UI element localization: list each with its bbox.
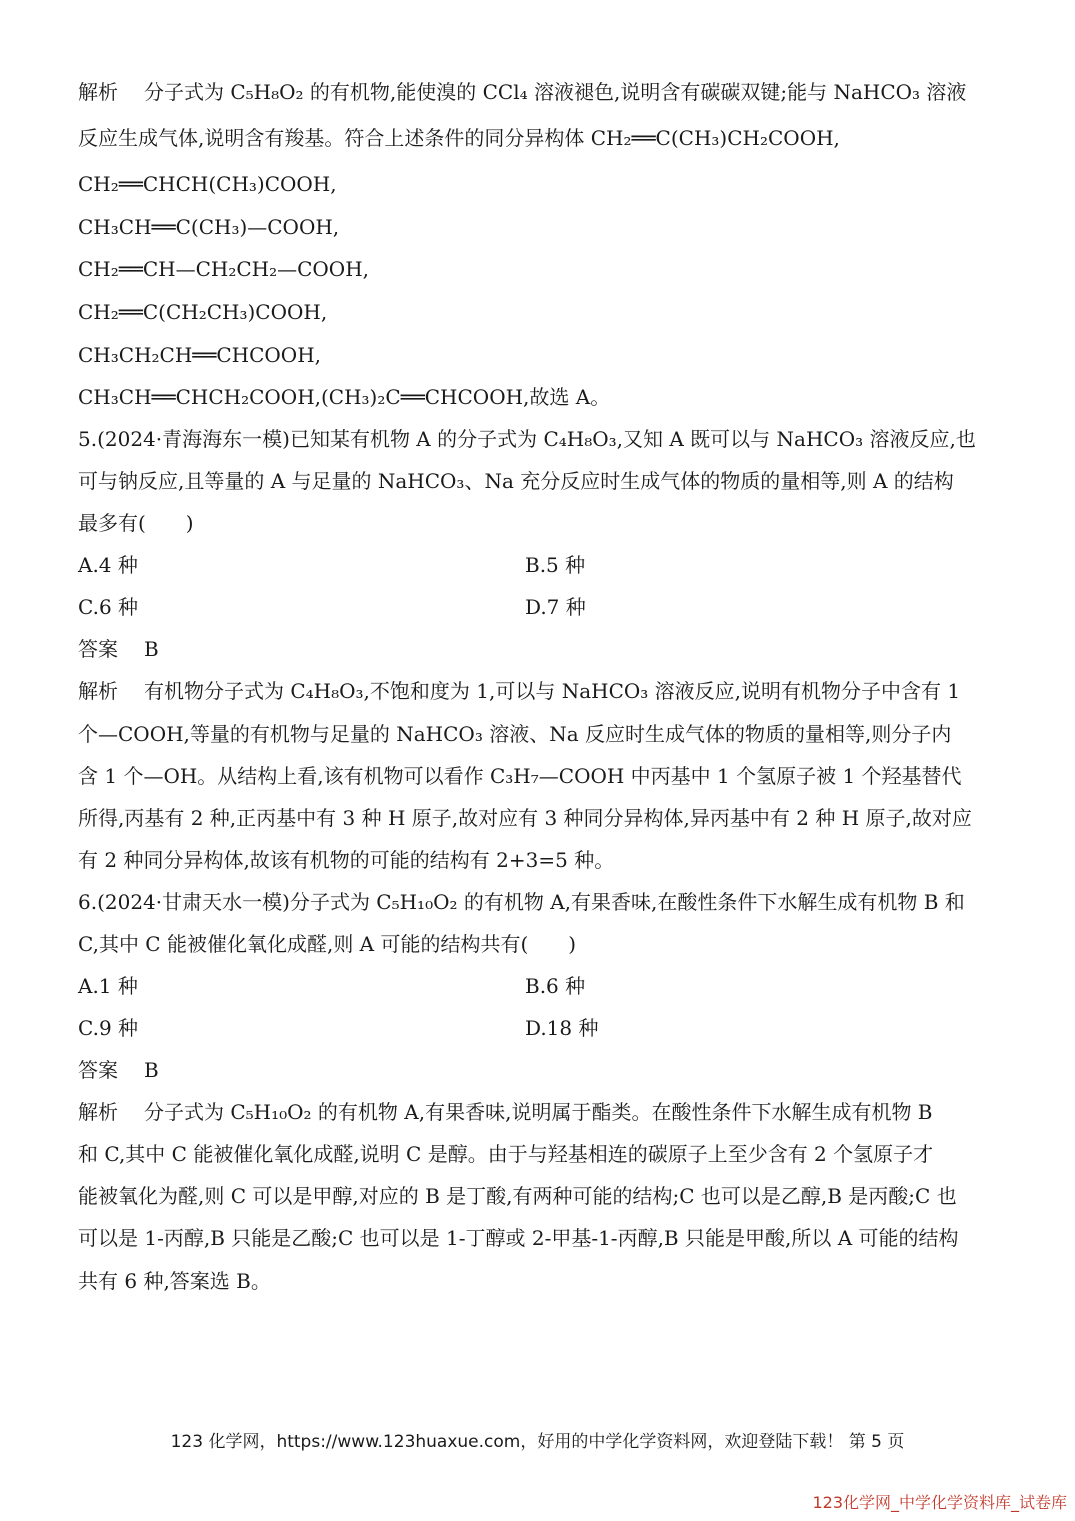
q4-isomer: CH₂══CHCH(CH₃)COOH, <box>78 172 337 196</box>
q6-analysis-line-3: 能被氧化为醛,则 C 可以是甲醇,对应的 B 是丁酸,有两种可能的结构;C 也可以是乙醇,B 是丙酸;C 也 <box>78 1184 957 1208</box>
q5-analysis-line-3: 含 1 个—OH。从结构上看,该有机物可以看作 C₃H₇—COOH 中丙基中 1 个氢原子被 1 个羟基替代 <box>78 764 962 788</box>
q4-isomer: CH₃CH══CHCH₂COOH,(CH₃)₂C══CHCOOH,故选 A。 <box>78 385 611 409</box>
q5-analysis-line-5: 有 2 种同分异构体,故该有机物的可能的结构有 2+3=5 种。 <box>78 848 615 872</box>
q5-stem-line-3: 最多有( ) <box>78 511 194 535</box>
q4-analysis-line-2: 反应生成气体,说明含有羧基。符合上述条件的同分异构体 CH₂══C(CH₃)CH₂COOH, <box>78 126 840 150</box>
q5-stem-line-2: 可与钠反应,且等量的 A 与足量的 NaHCO₃、Na 充分反应时生成气体的物质的量相等,则 A 的结构 <box>78 469 954 493</box>
q5-stem-line-1: 5.(2024·青海海东一模)已知某有机物 A 的分子式为 C₄H₈O₃,又知 A 既可以与 NaHCO₃ 溶液反应,也 <box>78 427 976 451</box>
q4-isomer: CH₂══C(CH₂CH₃)COOH, <box>78 300 328 324</box>
q5-option-a: A.4 种 <box>78 553 138 577</box>
q6-option-a: A.1 种 <box>78 974 138 998</box>
q4-isomer: CH₃CH══C(CH₃)—COOH, <box>78 215 340 239</box>
answer-label: 答案 <box>78 637 118 661</box>
q5-option-d: D.7 种 <box>525 595 586 619</box>
analysis-label: 解析 <box>78 1100 118 1124</box>
analysis-label: 解析 <box>78 679 118 703</box>
q6-option-d: D.18 种 <box>525 1016 599 1040</box>
q6-option-b: B.6 种 <box>525 974 586 998</box>
q6-analysis-line-1: 解析 分子式为 C₅H₁₀O₂ 的有机物 A,有果香味,说明属于酯类。在酸性条件下水解生成有机物 B <box>78 1100 933 1124</box>
q4-analysis-line-1: 解析 分子式为 C₅H₈O₂ 的有机物,能使溴的 CCl₄ 溶液褪色,说明含有碳碳双键;能与 NaHCO₃ 溶液 <box>78 80 967 104</box>
page-footer: 123 化学网，https://www.123huaxue.com，好用的中学化学资料网，欢迎登陆下载！ 第 5 页 <box>170 1432 905 1452</box>
q4-isomer: CH₂══CH—CH₂CH₂—COOH, <box>78 257 370 281</box>
analysis-label: 解析 <box>78 80 118 104</box>
answer-label: 答案 <box>78 1058 118 1082</box>
q5-analysis-line-1: 解析 有机物分子式为 C₄H₈O₃,不饱和度为 1,可以与 NaHCO₃ 溶液反应,说明有机物分子中含有 1 <box>78 679 961 703</box>
q5-option-c: C.6 种 <box>78 595 139 619</box>
site-watermark: 123化学网_中学化学资料库_试卷库 <box>812 1493 1067 1512</box>
q4-isomer: CH₃CH₂CH══CHCOOH, <box>78 343 321 367</box>
q5-analysis-line-4: 所得,丙基有 2 种,正丙基中有 3 种 H 原子,故对应有 3 种同分异构体,异丙基中有 2 种 H 原子,故对应 <box>78 806 972 830</box>
q6-stem-line-2: C,其中 C 能被催化氧化成醛,则 A 可能的结构共有( ) <box>78 932 577 956</box>
q6-analysis-line-4: 可以是 1-丙醇,B 只能是乙酸;C 也可以是 1-丁醇或 2-甲基-1-丙醇,B 只能是甲酸,所以 A 可能的结构 <box>78 1226 959 1250</box>
q6-analysis-line-2: 和 C,其中 C 能被催化氧化成醛,说明 C 是醇。由于与羟基相连的碳原子上至少含有 2 个氢原子才 <box>78 1142 934 1166</box>
q5-answer: 答案 B <box>78 637 159 661</box>
q6-answer: 答案 B <box>78 1058 159 1082</box>
q5-analysis-line-2: 个—COOH,等量的有机物与足量的 NaHCO₃ 溶液、Na 反应时生成气体的物质的量相等,则分子内 <box>78 722 952 746</box>
q5-option-b: B.5 种 <box>525 553 586 577</box>
q6-option-c: C.9 种 <box>78 1016 139 1040</box>
q6-stem-line-1: 6.(2024·甘肃天水一模)分子式为 C₅H₁₀O₂ 的有机物 A,有果香味,在酸性条件下水解生成有机物 B 和 <box>78 890 965 914</box>
q6-analysis-line-5: 共有 6 种,答案选 B。 <box>78 1269 271 1293</box>
